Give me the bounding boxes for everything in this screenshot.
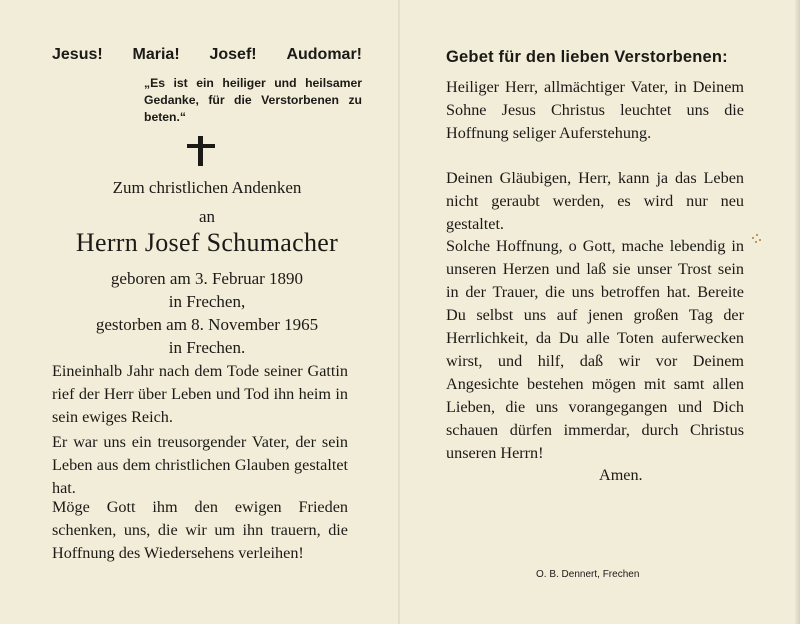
eulogy-paragraph-1: Eineinhalb Jahr nach dem Tode seiner Gattin rief der Herr über Leben und Tod ihn heim in sein ewiges Reich. bbox=[52, 362, 348, 426]
prayer-heading: Gebet für den lieben Verstorbenen: bbox=[446, 48, 728, 66]
deceased-name: Herrn Josef Schumacher bbox=[75, 228, 339, 257]
scripture-quote: „Es ist ein heiliger und heilsamer Gedanke, für die Verstorbenen zu beten.“ bbox=[144, 76, 362, 124]
eulogy-paragraph-2: Er war uns ein treusorgender Vater, der sein Leben aus dem christlichen Glauben gestaltet hat. bbox=[52, 433, 348, 497]
death-date: gestorben am 8. November 1965 bbox=[95, 315, 319, 334]
memorial-an: an bbox=[198, 207, 216, 226]
invocation-jesus: Jesus! bbox=[52, 46, 103, 63]
prayer-paragraph-2: Deinen Gläubigen, Herr, kann ja das Leben nicht geraubt werden, es wird nur neu gestaltet. bbox=[446, 169, 744, 233]
invocation-line bbox=[52, 46, 362, 64]
birth-place: in Frechen, bbox=[168, 292, 246, 311]
memorial-intro: Zum christlichen Andenken bbox=[112, 178, 302, 197]
right-panel bbox=[446, 0, 748, 624]
death-place: in Frechen. bbox=[168, 338, 246, 357]
paper-stain bbox=[752, 234, 762, 244]
invocation-audomar: Audomar! bbox=[286, 46, 362, 63]
invocation-maria: Maria! bbox=[132, 46, 180, 63]
invocation-josef: Josef! bbox=[209, 46, 257, 63]
prayer-paragraph-1: Heiliger Herr, allmächtiger Vater, in Deinem Sohne Jesus Christus leuchtet uns die Hoffnung seliger Auferstehung. bbox=[446, 78, 744, 142]
eulogy-paragraph-3: Möge Gott ihm den ewigen Frieden schenken, uns, die wir um ihn trauern, die Hoffnung des Wiedersehens verleihen! bbox=[52, 498, 348, 562]
birth-date: geboren am 3. Februar 1890 bbox=[110, 269, 304, 288]
card-edge-shadow bbox=[794, 0, 800, 624]
printer-imprint: O. B. Dennert, Frechen bbox=[536, 569, 640, 580]
cross-icon bbox=[187, 136, 215, 166]
left-panel bbox=[52, 0, 362, 624]
card-fold bbox=[398, 0, 400, 624]
prayer-paragraph-3: Solche Hoffnung, o Gott, mache lebendig in unseren Herzen und laß sie unser Trost sein in der Trauer, die uns betroffen hat. Bereite Du selbst uns auf jenen großen Tag der Herrlichkeit, da Du alle Toten auferwecken wirst, und hilf, daß wir vor Deinem Angesichte bestehen mögen mit samt allen Lieben, die uns vorangegangen und Dich schauen dürfen immerdar, durch Christus unseren Herrn! bbox=[446, 237, 744, 462]
prayer-amen: Amen. bbox=[599, 466, 643, 484]
